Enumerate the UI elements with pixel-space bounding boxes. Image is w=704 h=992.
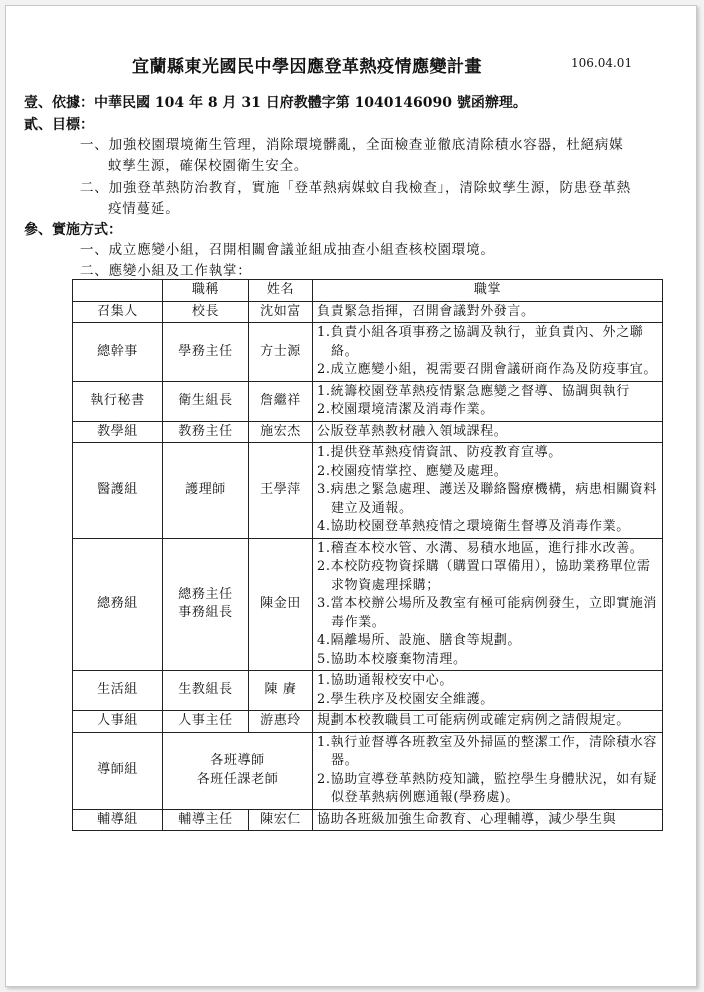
duty-item: 2.校園疫情掌控、應變及處理。 bbox=[317, 463, 508, 479]
duty-item: 2.協助宣導登革熱防疫知識，監控學生身體狀況，如有疑似登革熱病例應通報(學務處)。 bbox=[317, 771, 658, 805]
row-name: 陳宏仁 bbox=[249, 809, 313, 831]
duty-item: 5.協助本校廢棄物清理。 bbox=[317, 651, 467, 667]
row-role: 導師組 bbox=[73, 732, 163, 809]
table-row bbox=[73, 732, 663, 809]
row-role: 生活組 bbox=[73, 671, 163, 711]
row-role: 總務組 bbox=[73, 538, 163, 671]
row-role: 執行秘書 bbox=[73, 381, 163, 421]
row-title: 教務主任 bbox=[163, 421, 249, 443]
duty-item: 3.病患之緊急處理、護送及聯絡醫療機構，病患相關資料建立及通報。 bbox=[317, 482, 658, 516]
row-duties bbox=[313, 671, 663, 711]
duty-item: 負責緊急指揮，召開會議對外發言。 bbox=[317, 303, 535, 319]
goal-item bbox=[80, 178, 680, 220]
implementation-item: 一、成立應變小組，召開相關會議並組成抽查小組查核校園環境。 bbox=[80, 242, 495, 258]
document-date: 106.04.01 bbox=[571, 56, 633, 70]
duty-item: 1.稽查本校水管、水溝、易積水地區，進行排水改善。 bbox=[317, 540, 644, 556]
table-row bbox=[73, 443, 663, 539]
row-duties bbox=[313, 301, 663, 323]
row-name: 游惠玲 bbox=[249, 711, 313, 733]
row-duties bbox=[313, 323, 663, 382]
section-basis-text: 中華民國 104 年 8 月 31 日府教體字第 1040146090 號函辦理。 bbox=[94, 95, 527, 111]
goal-item-continuation: 蚊孳生源，確保校園衛生安全。 bbox=[108, 158, 309, 174]
goal-item-line: 加強校園環境衛生管理，消除環境髒亂，全面檢查並徹底清除積水容器，杜絕病媒 bbox=[108, 137, 624, 153]
row-name: 王學萍 bbox=[249, 443, 313, 539]
header-title: 職稱 bbox=[163, 280, 249, 302]
duty-item: 協助各班級加強生命教育、心理輔導，減少學生與 bbox=[317, 811, 617, 827]
implementation-item: 二、應變小組及工作執掌： bbox=[80, 263, 252, 279]
duty-item: 4.隔離場所、設施、膳食等規劃。 bbox=[317, 633, 522, 648]
section-implementation-heading: 參、實施方式： bbox=[24, 222, 122, 238]
row-title bbox=[163, 538, 249, 671]
row-title: 護理師 bbox=[163, 443, 249, 539]
row-duties bbox=[313, 421, 663, 443]
goal-item-continuation: 疫情蔓延。 bbox=[108, 201, 180, 217]
header-duty: 職掌 bbox=[313, 280, 663, 302]
row-title: 衛生組長 bbox=[163, 381, 249, 421]
duty-item: 2.成立應變小組，視需要召開會議研商作為及防疫事宜。 bbox=[317, 362, 658, 377]
row-title: 輔導主任 bbox=[163, 809, 249, 831]
row-title-line: 各班任課老師 bbox=[196, 771, 279, 787]
goal-item-label: 二、 bbox=[80, 180, 109, 196]
row-title: 生教組長 bbox=[163, 671, 249, 711]
duty-item: 1.統籌校園登革熱疫情緊急應變之督導、協調與執行 bbox=[317, 383, 630, 399]
table-header-row bbox=[73, 280, 663, 302]
row-title-line: 各班導師 bbox=[210, 753, 265, 768]
duty-item: 2.學生秩序及校園安全維護。 bbox=[317, 691, 494, 707]
section-goals-heading: 貳、目標： bbox=[24, 117, 94, 133]
row-name: 沈如富 bbox=[249, 301, 313, 323]
row-name: 陳金田 bbox=[249, 538, 313, 671]
title-row bbox=[6, 52, 696, 76]
duty-item: 1.提供登革熱疫情資訊、防疫教育宣導。 bbox=[317, 445, 562, 460]
duty-item: 4.協助校園登革熱疫情之環境衛生督導及消毒作業。 bbox=[317, 519, 630, 534]
duty-item: 1.負責小組各項事務之協調及執行，並負責內、外之聯絡。 bbox=[317, 325, 644, 359]
table-row bbox=[73, 301, 663, 323]
row-title: 學務主任 bbox=[163, 323, 249, 382]
row-name: 施宏杰 bbox=[249, 421, 313, 443]
row-duties bbox=[313, 381, 663, 421]
duty-item: 1.協助通報校安中心。 bbox=[317, 673, 454, 688]
row-name: 陳 賡 bbox=[249, 671, 313, 711]
duty-item: 規劃本校教職員工可能病例或確定病例之請假規定。 bbox=[317, 713, 630, 728]
table-row bbox=[73, 323, 663, 382]
table-row bbox=[73, 381, 663, 421]
duty-item: 3.當本校辦公場所及教室有極可能病例發生，立即實施消毒作業。 bbox=[317, 596, 658, 630]
row-duties bbox=[313, 443, 663, 539]
duty-item: 公版登革熱教材融入領域課程。 bbox=[317, 423, 508, 439]
goal-item-line: 加強登革熱防治教育，實施「登革熱病媒蚊自我檢查」，清除蚊孳生源，防患登革熱 bbox=[108, 180, 631, 196]
goal-item bbox=[80, 135, 680, 177]
duty-item: 2.校園環境清潔及消毒作業。 bbox=[317, 402, 494, 417]
table-row bbox=[73, 421, 663, 443]
row-merged-title bbox=[163, 732, 313, 809]
section-basis-heading: 壹、依據： bbox=[24, 95, 94, 111]
row-role: 人事組 bbox=[73, 711, 163, 733]
row-name: 方士源 bbox=[249, 323, 313, 382]
row-role: 醫護組 bbox=[73, 443, 163, 539]
duty-table bbox=[72, 279, 663, 831]
table-row bbox=[73, 671, 663, 711]
row-name: 詹繼祥 bbox=[249, 381, 313, 421]
document-page bbox=[5, 5, 697, 987]
table-row bbox=[73, 711, 663, 733]
duty-item: 2.本校防疫物資採購（購置口罩備用），協助業務單位需求物資處理採購； bbox=[317, 559, 651, 593]
row-title: 人事主任 bbox=[163, 711, 249, 733]
table-row bbox=[73, 538, 663, 671]
goal-item-label: 一、 bbox=[80, 137, 109, 153]
section-basis bbox=[24, 92, 527, 112]
row-title-line: 事務組長 bbox=[178, 605, 233, 621]
row-duties bbox=[313, 732, 663, 809]
page-title: 宜蘭縣東光國民中學因應登革熱疫情應變計畫 bbox=[132, 57, 482, 77]
table-row bbox=[73, 809, 663, 831]
row-title: 校長 bbox=[163, 301, 249, 323]
row-duties bbox=[313, 538, 663, 671]
row-duties bbox=[313, 809, 663, 831]
row-role: 輔導組 bbox=[73, 809, 163, 831]
header-role bbox=[73, 280, 163, 302]
duty-item: 1.執行並督導各班教室及外掃區的整潔工作，清除積水容器。 bbox=[317, 734, 658, 768]
row-role: 召集人 bbox=[73, 301, 163, 323]
header-name: 姓名 bbox=[249, 280, 313, 302]
row-duties bbox=[313, 711, 663, 733]
row-role: 教學組 bbox=[73, 421, 163, 443]
row-role: 總幹事 bbox=[73, 323, 163, 382]
row-title-line: 總務主任 bbox=[178, 586, 233, 602]
